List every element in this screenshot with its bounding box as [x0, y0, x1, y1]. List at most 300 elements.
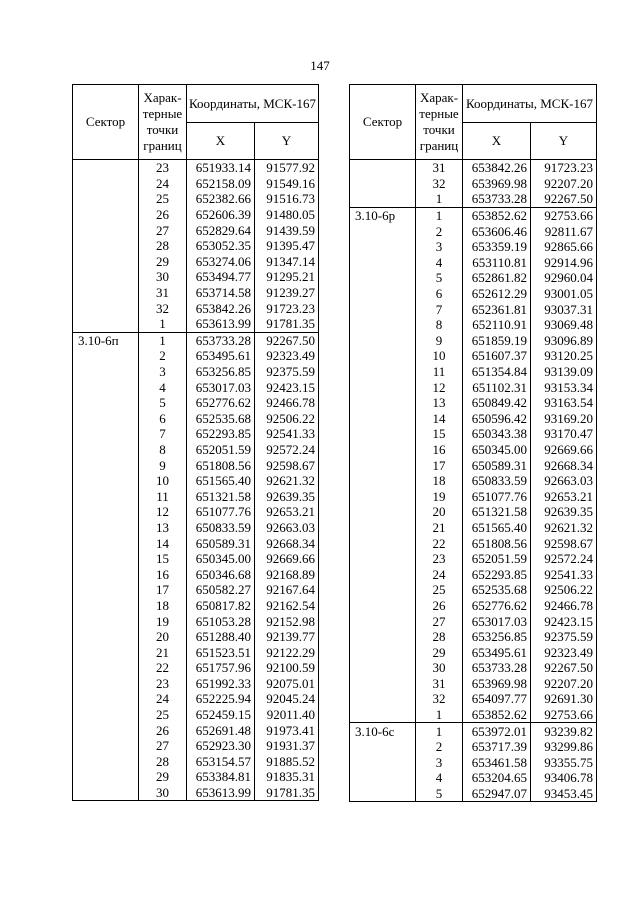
table-row	[73, 566, 319, 582]
table-row	[73, 551, 319, 567]
sector-cell	[73, 691, 139, 707]
point-cell: 24	[139, 176, 187, 192]
table-row	[73, 754, 319, 770]
table-row	[350, 457, 597, 473]
sector-cell	[73, 426, 139, 442]
sector-cell	[350, 239, 416, 255]
x-coordinate-cell: 652829.64	[187, 222, 255, 238]
point-cell: 12	[139, 504, 187, 520]
point-cell: 10	[139, 473, 187, 489]
table-row	[350, 160, 597, 176]
x-coordinate-cell: 652861.82	[463, 270, 531, 286]
y-coordinate-cell: 92811.67	[531, 223, 597, 239]
x-coordinate-cell: 650343.38	[463, 426, 531, 442]
table-body-right	[350, 160, 597, 802]
y-coordinate-cell: 92541.33	[531, 566, 597, 582]
point-cell: 1	[416, 191, 463, 207]
y-coordinate-cell: 92139.77	[255, 629, 319, 645]
y-coordinate-cell: 92753.66	[531, 207, 597, 223]
x-coordinate-cell: 652535.68	[187, 411, 255, 427]
sector-cell	[350, 333, 416, 349]
point-cell: 4	[139, 379, 187, 395]
sector-cell	[73, 191, 139, 207]
x-coordinate-cell: 653384.81	[187, 769, 255, 785]
table-row	[73, 535, 319, 551]
sector-cell	[73, 785, 139, 801]
table-row	[73, 207, 319, 223]
point-cell: 21	[416, 520, 463, 536]
y-coordinate-cell: 92668.34	[255, 535, 319, 551]
y-coordinate-cell: 92168.89	[255, 566, 319, 582]
sector-cell	[73, 644, 139, 660]
y-coordinate-cell: 93153.34	[531, 379, 597, 395]
table-row	[73, 364, 319, 380]
x-coordinate-cell: 651321.58	[463, 504, 531, 520]
x-coordinate-cell: 654097.77	[463, 691, 531, 707]
x-coordinate-cell: 650346.68	[187, 566, 255, 582]
sector-cell	[73, 269, 139, 285]
table-row	[73, 629, 319, 645]
x-coordinate-cell: 650589.31	[463, 457, 531, 473]
x-coordinate-cell: 651523.51	[187, 644, 255, 660]
point-cell: 13	[139, 520, 187, 536]
x-coordinate-cell: 651288.40	[187, 629, 255, 645]
sector-cell	[73, 457, 139, 473]
table-row	[73, 473, 319, 489]
point-cell: 2	[416, 223, 463, 239]
table-row	[350, 333, 597, 349]
sector-cell	[73, 707, 139, 723]
sector-cell	[350, 644, 416, 660]
table-row	[73, 598, 319, 614]
coordinates-table-left	[72, 84, 319, 801]
x-coordinate-cell: 653852.62	[463, 707, 531, 723]
y-coordinate-cell: 93139.09	[531, 364, 597, 380]
sector-cell	[73, 676, 139, 692]
x-coordinate-cell: 650596.42	[463, 411, 531, 427]
x-coordinate-cell: 653969.98	[463, 676, 531, 692]
y-coordinate-cell: 92865.66	[531, 239, 597, 255]
table-row	[350, 707, 597, 723]
y-coordinate-cell: 92663.03	[531, 473, 597, 489]
y-coordinate-cell: 91295.21	[255, 269, 319, 285]
table-row	[73, 176, 319, 192]
point-cell: 22	[416, 535, 463, 551]
point-cell: 31	[139, 285, 187, 301]
table-row	[350, 488, 597, 504]
sector-cell	[350, 660, 416, 676]
table-row	[350, 348, 597, 364]
x-coordinate-cell: 653495.61	[463, 644, 531, 660]
table-row	[350, 176, 597, 192]
point-cell: 31	[416, 676, 463, 692]
x-coordinate-cell: 651565.40	[187, 473, 255, 489]
y-coordinate-cell: 92011.40	[255, 707, 319, 723]
point-cell: 6	[139, 411, 187, 427]
table-row	[350, 770, 597, 786]
y-coordinate-cell: 93163.54	[531, 395, 597, 411]
y-coordinate-cell: 92122.29	[255, 644, 319, 660]
y-coordinate-cell: 92598.67	[255, 457, 319, 473]
x-coordinate-cell: 651757.96	[187, 660, 255, 676]
sector-cell	[350, 473, 416, 489]
x-coordinate-cell: 651321.58	[187, 488, 255, 504]
header-y: Y	[255, 123, 319, 160]
sector-cell	[350, 582, 416, 598]
point-cell: 28	[139, 238, 187, 254]
x-coordinate-cell: 652535.68	[463, 582, 531, 598]
table-row	[73, 504, 319, 520]
y-coordinate-cell: 92466.78	[531, 598, 597, 614]
sector-cell	[350, 535, 416, 551]
y-coordinate-cell: 93096.89	[531, 333, 597, 349]
sector-cell	[350, 348, 416, 364]
point-cell: 15	[139, 551, 187, 567]
point-cell: 18	[416, 473, 463, 489]
sector-cell	[350, 317, 416, 333]
header-x: X	[187, 123, 255, 160]
table-row	[73, 411, 319, 427]
sector-cell	[350, 457, 416, 473]
table-row	[73, 348, 319, 364]
table-row	[350, 223, 597, 239]
table-row	[350, 723, 597, 739]
y-coordinate-cell: 92207.20	[531, 676, 597, 692]
x-coordinate-cell: 652158.09	[187, 176, 255, 192]
y-coordinate-cell: 92466.78	[255, 395, 319, 411]
x-coordinate-cell: 653852.62	[463, 207, 531, 223]
y-coordinate-cell: 92152.98	[255, 613, 319, 629]
y-coordinate-cell: 92267.50	[531, 660, 597, 676]
point-cell: 12	[416, 379, 463, 395]
point-cell: 29	[416, 644, 463, 660]
y-coordinate-cell: 92753.66	[531, 707, 597, 723]
y-coordinate-cell: 93120.25	[531, 348, 597, 364]
sector-cell	[73, 176, 139, 192]
x-coordinate-cell: 653733.28	[463, 191, 531, 207]
sector-cell	[350, 598, 416, 614]
x-coordinate-cell: 652110.91	[463, 317, 531, 333]
table-row	[73, 769, 319, 785]
table-row	[350, 473, 597, 489]
x-coordinate-cell: 652293.85	[463, 566, 531, 582]
point-cell: 26	[139, 722, 187, 738]
table-row	[73, 722, 319, 738]
table-row	[73, 222, 319, 238]
y-coordinate-cell: 92323.49	[531, 644, 597, 660]
table-row	[73, 379, 319, 395]
sector-cell	[350, 613, 416, 629]
x-coordinate-cell: 650589.31	[187, 535, 255, 551]
y-coordinate-cell: 92653.21	[531, 488, 597, 504]
table-row	[73, 660, 319, 676]
point-cell: 14	[416, 411, 463, 427]
point-cell: 1	[139, 316, 187, 332]
page-number: 147	[310, 58, 330, 73]
table-row	[73, 582, 319, 598]
sector-cell	[350, 364, 416, 380]
x-coordinate-cell: 652459.15	[187, 707, 255, 723]
point-cell: 10	[416, 348, 463, 364]
sector-cell: 3.10-6п	[73, 332, 139, 348]
sector-cell	[73, 754, 139, 770]
sector-cell	[73, 613, 139, 629]
x-coordinate-cell: 651607.37	[463, 348, 531, 364]
x-coordinate-cell: 652612.29	[463, 286, 531, 302]
sector-cell	[73, 738, 139, 754]
sector-cell	[73, 722, 139, 738]
point-cell: 2	[139, 348, 187, 364]
y-coordinate-cell: 92045.24	[255, 691, 319, 707]
sector-cell	[73, 769, 139, 785]
table-row	[350, 598, 597, 614]
header-coords: Координаты, МСК-167	[187, 85, 319, 123]
sector-cell	[350, 691, 416, 707]
table-row	[350, 411, 597, 427]
table-row	[73, 520, 319, 536]
point-cell: 22	[139, 660, 187, 676]
y-coordinate-cell: 92621.32	[255, 473, 319, 489]
sector-cell	[350, 520, 416, 536]
point-cell: 25	[416, 582, 463, 598]
point-cell: 1	[416, 707, 463, 723]
table-row	[73, 644, 319, 660]
sector-cell	[350, 426, 416, 442]
coordinates-table-right	[349, 84, 597, 802]
y-coordinate-cell: 92506.22	[255, 411, 319, 427]
x-coordinate-cell: 653606.46	[463, 223, 531, 239]
point-cell: 9	[139, 457, 187, 473]
point-cell: 15	[416, 426, 463, 442]
sector-cell	[350, 676, 416, 692]
point-cell: 31	[416, 160, 463, 176]
sector-cell	[350, 488, 416, 504]
table-row	[350, 613, 597, 629]
y-coordinate-cell: 92541.33	[255, 426, 319, 442]
point-cell: 16	[416, 442, 463, 458]
point-cell: 14	[139, 535, 187, 551]
y-coordinate-cell: 92598.67	[531, 535, 597, 551]
point-cell: 7	[139, 426, 187, 442]
sector-cell	[73, 364, 139, 380]
y-coordinate-cell: 92572.24	[255, 442, 319, 458]
table-row	[350, 691, 597, 707]
sector-cell	[73, 442, 139, 458]
sector-cell	[350, 270, 416, 286]
y-coordinate-cell: 91885.52	[255, 754, 319, 770]
sector-cell	[73, 300, 139, 316]
point-cell: 11	[139, 488, 187, 504]
sector-cell	[73, 160, 139, 176]
y-coordinate-cell: 93069.48	[531, 317, 597, 333]
point-cell: 7	[416, 301, 463, 317]
y-coordinate-cell: 91577.92	[255, 160, 319, 176]
x-coordinate-cell: 653842.26	[187, 300, 255, 316]
y-coordinate-cell: 92267.50	[531, 191, 597, 207]
sector-cell	[350, 395, 416, 411]
y-coordinate-cell: 92423.15	[531, 613, 597, 629]
x-coordinate-cell: 653495.61	[187, 348, 255, 364]
sector-cell	[350, 379, 416, 395]
point-cell: 26	[139, 207, 187, 223]
x-coordinate-cell: 653613.99	[187, 785, 255, 801]
table-row	[350, 660, 597, 676]
sector-cell	[73, 660, 139, 676]
point-cell: 25	[139, 707, 187, 723]
x-coordinate-cell: 651808.56	[463, 535, 531, 551]
x-coordinate-cell: 653733.28	[463, 660, 531, 676]
point-cell: 3	[416, 239, 463, 255]
sector-cell	[73, 582, 139, 598]
x-coordinate-cell: 653274.06	[187, 254, 255, 270]
point-cell: 29	[139, 769, 187, 785]
point-cell: 29	[139, 254, 187, 270]
y-coordinate-cell: 91973.41	[255, 722, 319, 738]
table-row	[73, 613, 319, 629]
x-coordinate-cell: 653359.19	[463, 239, 531, 255]
point-cell: 20	[139, 629, 187, 645]
y-coordinate-cell: 91781.35	[255, 785, 319, 801]
x-coordinate-cell: 650345.00	[187, 551, 255, 567]
x-coordinate-cell: 650833.59	[463, 473, 531, 489]
sector-cell	[73, 238, 139, 254]
x-coordinate-cell: 653969.98	[463, 176, 531, 192]
sector-cell	[73, 629, 139, 645]
y-coordinate-cell: 91723.23	[531, 160, 597, 176]
table-row	[73, 738, 319, 754]
y-coordinate-cell: 92323.49	[255, 348, 319, 364]
point-cell: 2	[416, 739, 463, 755]
point-cell: 5	[139, 395, 187, 411]
header-coords: Координаты, МСК-167	[463, 85, 597, 123]
sector-cell	[350, 442, 416, 458]
x-coordinate-cell: 651077.76	[187, 504, 255, 520]
x-coordinate-cell: 652776.62	[187, 395, 255, 411]
point-cell: 27	[139, 738, 187, 754]
point-cell: 6	[416, 286, 463, 302]
table-row	[73, 316, 319, 332]
point-cell: 19	[416, 488, 463, 504]
sector-cell	[73, 504, 139, 520]
point-cell: 5	[416, 786, 463, 802]
x-coordinate-cell: 653017.03	[463, 613, 531, 629]
table-row	[73, 457, 319, 473]
point-cell: 4	[416, 770, 463, 786]
table-row	[350, 207, 597, 223]
table-row	[73, 691, 319, 707]
y-coordinate-cell: 92621.32	[531, 520, 597, 536]
table-row	[350, 644, 597, 660]
y-coordinate-cell: 92100.59	[255, 660, 319, 676]
y-coordinate-cell: 93299.86	[531, 739, 597, 755]
x-coordinate-cell: 652382.66	[187, 191, 255, 207]
sector-cell	[350, 629, 416, 645]
sector-cell	[73, 411, 139, 427]
x-coordinate-cell: 653494.77	[187, 269, 255, 285]
point-cell: 28	[416, 629, 463, 645]
x-coordinate-cell: 650582.27	[187, 582, 255, 598]
sector-cell	[350, 707, 416, 723]
x-coordinate-cell: 653972.01	[463, 723, 531, 739]
y-coordinate-cell: 91347.14	[255, 254, 319, 270]
x-coordinate-cell: 652691.48	[187, 722, 255, 738]
table-row	[350, 755, 597, 771]
table-row	[350, 317, 597, 333]
point-cell: 11	[416, 364, 463, 380]
y-coordinate-cell: 91395.47	[255, 238, 319, 254]
x-coordinate-cell: 652051.59	[187, 442, 255, 458]
sector-cell	[350, 504, 416, 520]
table-row	[350, 535, 597, 551]
table-row	[73, 785, 319, 801]
y-coordinate-cell: 93355.75	[531, 755, 597, 771]
header-points: Харак-терные точки границ	[416, 85, 463, 160]
table-row	[73, 676, 319, 692]
x-coordinate-cell: 653733.28	[187, 332, 255, 348]
sector-cell	[350, 223, 416, 239]
x-coordinate-cell: 652606.39	[187, 207, 255, 223]
point-cell: 9	[416, 333, 463, 349]
sector-cell	[73, 222, 139, 238]
point-cell: 3	[139, 364, 187, 380]
header-sector: Сектор	[73, 85, 139, 160]
table-row	[350, 504, 597, 520]
x-coordinate-cell: 653017.03	[187, 379, 255, 395]
sector-cell	[350, 566, 416, 582]
sector-cell: 3.10-6с	[350, 723, 416, 739]
table-row	[350, 629, 597, 645]
table-row	[350, 426, 597, 442]
y-coordinate-cell: 91931.37	[255, 738, 319, 754]
point-cell: 17	[139, 582, 187, 598]
x-coordinate-cell: 650849.42	[463, 395, 531, 411]
table-row	[73, 488, 319, 504]
sector-cell	[350, 286, 416, 302]
point-cell: 24	[139, 691, 187, 707]
sector-cell	[73, 316, 139, 332]
y-coordinate-cell: 92639.35	[255, 488, 319, 504]
point-cell: 32	[416, 176, 463, 192]
point-cell: 3	[416, 755, 463, 771]
y-coordinate-cell: 91239.27	[255, 285, 319, 301]
y-coordinate-cell: 91549.16	[255, 176, 319, 192]
y-coordinate-cell: 93239.82	[531, 723, 597, 739]
point-cell: 30	[139, 785, 187, 801]
y-coordinate-cell: 92669.66	[531, 442, 597, 458]
table-row	[350, 379, 597, 395]
y-coordinate-cell: 92075.01	[255, 676, 319, 692]
point-cell: 4	[416, 255, 463, 271]
sector-cell	[350, 160, 416, 176]
y-coordinate-cell: 92653.21	[255, 504, 319, 520]
sector-cell	[350, 255, 416, 271]
table-row	[350, 364, 597, 380]
y-coordinate-cell: 92639.35	[531, 504, 597, 520]
y-coordinate-cell: 92506.22	[531, 582, 597, 598]
x-coordinate-cell: 652225.94	[187, 691, 255, 707]
point-cell: 24	[416, 566, 463, 582]
sector-cell	[73, 488, 139, 504]
point-cell: 5	[416, 270, 463, 286]
table-row	[350, 270, 597, 286]
sector-cell	[350, 301, 416, 317]
point-cell: 25	[139, 191, 187, 207]
table-row	[350, 255, 597, 271]
point-cell: 27	[416, 613, 463, 629]
table-row	[350, 582, 597, 598]
table-row	[350, 286, 597, 302]
sector-cell	[73, 348, 139, 364]
